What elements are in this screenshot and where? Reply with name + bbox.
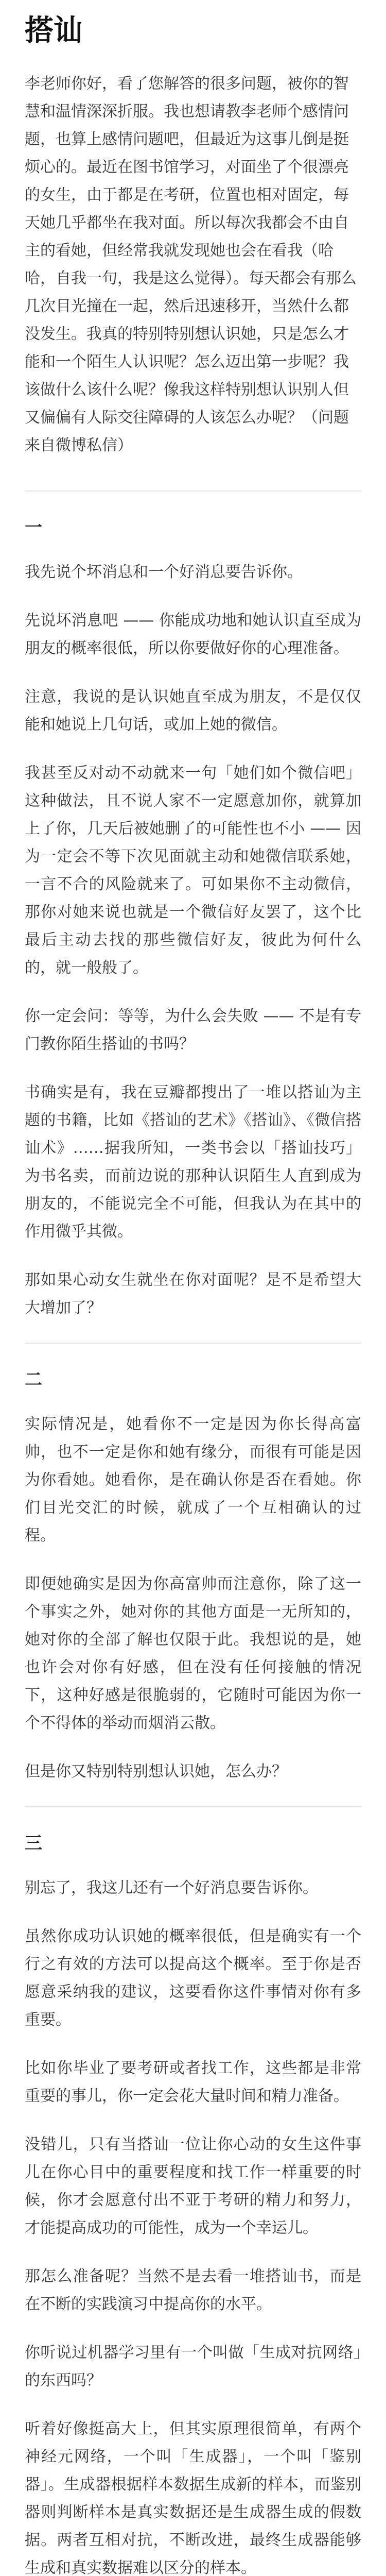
paragraph: 先说坏消息吧 —— 你能成功地和她认识直至成为朋友的概率很低，所以你要做好你的心理准备。 xyxy=(25,612,361,657)
paragraph: 即便她确实是因为你高富帅而注意你，除了这一个事实之外，她对你的其他方面是一无所知的，她对你的全部了解也仅限于此。我想说的是，她也许会对你有好感，但在没有任何接触的情况下，这种好感是很脆弱的，它随时可能因为你一个不得体的举动而烟消云散。 xyxy=(25,1575,361,1732)
paragraph: 别忘了，我这儿还有一个好消息要告诉你。 xyxy=(25,1879,318,1897)
paragraph: 但是你又特别特别想认识她，怎么办？ xyxy=(25,1762,287,1781)
article-body xyxy=(25,490,361,2576)
paragraph: 那怎么准备呢？当然不是去看一堆搭讪书，而是在不断的实践演习中提高你的水平。 xyxy=(25,2267,361,2313)
section-label: 三 xyxy=(25,1833,42,1854)
article-title: 搭讪 xyxy=(25,14,82,47)
paragraph: 书确实是有，我在豆瓣都搜出了一堆以搭讪为主题的书籍，比如《搭讪的艺术》《搭讪》、《微信搭讪术》……据我所知，一类书会以「搭讪技巧」为书名卖，而前边说的那种认识陌生人直到成为朋友的，不能说完全不可能，但我认为在其中的作用微乎其微。 xyxy=(25,1083,361,1241)
section-divider xyxy=(25,1806,361,1807)
question-intro: 李老师你好，看了您解答的很多问题，被你的智慧和温情深深折服。我也想请教李老师个感情问题，也算上感情问题吧，但最近为这事儿倒是挺烦心的。最近在图书馆学习，对面坐了个很漂亮的女生，由于都是在考研，位置也相对固定，每天她几乎都坐在我对面。所以每次我都会不由自主的看她，但经常我就发现她也会在看我（哈哈，自我一句，我是这么觉得）。每天都会有那么几次目光撞在一起，然后迅速移开，当然什么都没发生。我真的特别特别想认识她，只是怎么才能和一个陌生人认识呢？怎么迈出第一步呢？我该做什么该什么呢？像我这样特别想认识别人但又偏偏有人际交往障碍的人该怎么办呢？（问题来自微博私信） xyxy=(25,75,357,454)
paragraph: 你听说过机器学习里有一个叫做「生成对抗网络」的东西吗？ xyxy=(25,2344,361,2389)
paragraph: 比如你毕业了要考研或者找工作，这些都是非常重要的事儿，你一定会花大量时间和精力准备。 xyxy=(25,2059,361,2105)
paragraph: 你一定会问：等等，为什么会失败 —— 不是有专门教你陌生搭讪的书吗？ xyxy=(25,1007,361,1053)
article-page xyxy=(0,12,386,2576)
paragraph: 我先说个坏消息和一个好消息要告诉你。 xyxy=(25,563,303,581)
paragraph: 听着好像挺高大上，但其实原理很简单，有两个神经元网络，一个叫「生成器」，一个叫「鉴别器」。生成器根据样本数据生成新的样本，而鉴别器则判断样本是真实数据还是生成器生成的假数据。两者互相对抗，不断改进，最终生成器能够生成和真实数据难以区分的样本。 xyxy=(25,2420,361,2576)
section-divider xyxy=(25,490,361,492)
section-label: 二 xyxy=(25,1369,42,1390)
section-divider xyxy=(25,1343,361,1344)
paragraph: 我甚至反对动不动就来一句「她们如个微信吧」这种做法，且不说人家不一定愿意加你，就算加上了你，几天后被她删了的可能性也不小 —— 因为一定会不等下次见面就主动和她微信联系她，一言不合的风险就来了。可如果你不主动微信，那你对她来说也就是一个微信好友罢了，这个比最后主动去找的那些微信好友，彼此为何什么的，就一般般了。 xyxy=(25,764,361,977)
paragraph: 没错儿，只有当搭讪一位让你心动的女生这件事儿在你心目中的重要程度和找工作一样重要的时候，你才会愿意付出不亚于考研的精力和努力，才能提高成功的可能性，成为一个幸运儿。 xyxy=(25,2136,361,2237)
section-label: 一 xyxy=(25,517,42,538)
paragraph: 注意，我说的是认识她直至成为朋友，不是仅仅能和她说上几句话，或加上她的微信。 xyxy=(25,688,361,734)
paragraph: 实际情况是，她看你不一定是因为你长得高富帅，也不一定是你和她有缘分，而很有可能是因为你看她。她看你，是在确认你是否在看她。你们目光交汇的时候，就成了一个互相确认的过程。 xyxy=(25,1415,361,1545)
paragraph: 那如果心动女生就坐在你对面呢？是不是希望大大增加了？ xyxy=(25,1271,361,1317)
paragraph: 虽然你成功认识她的概率很低，但是确实有一个行之有效的方法可以提高这个概率。至于你是否愿意采纳我的建议，这要看你这件事情对你有多重要。 xyxy=(25,1927,361,2029)
